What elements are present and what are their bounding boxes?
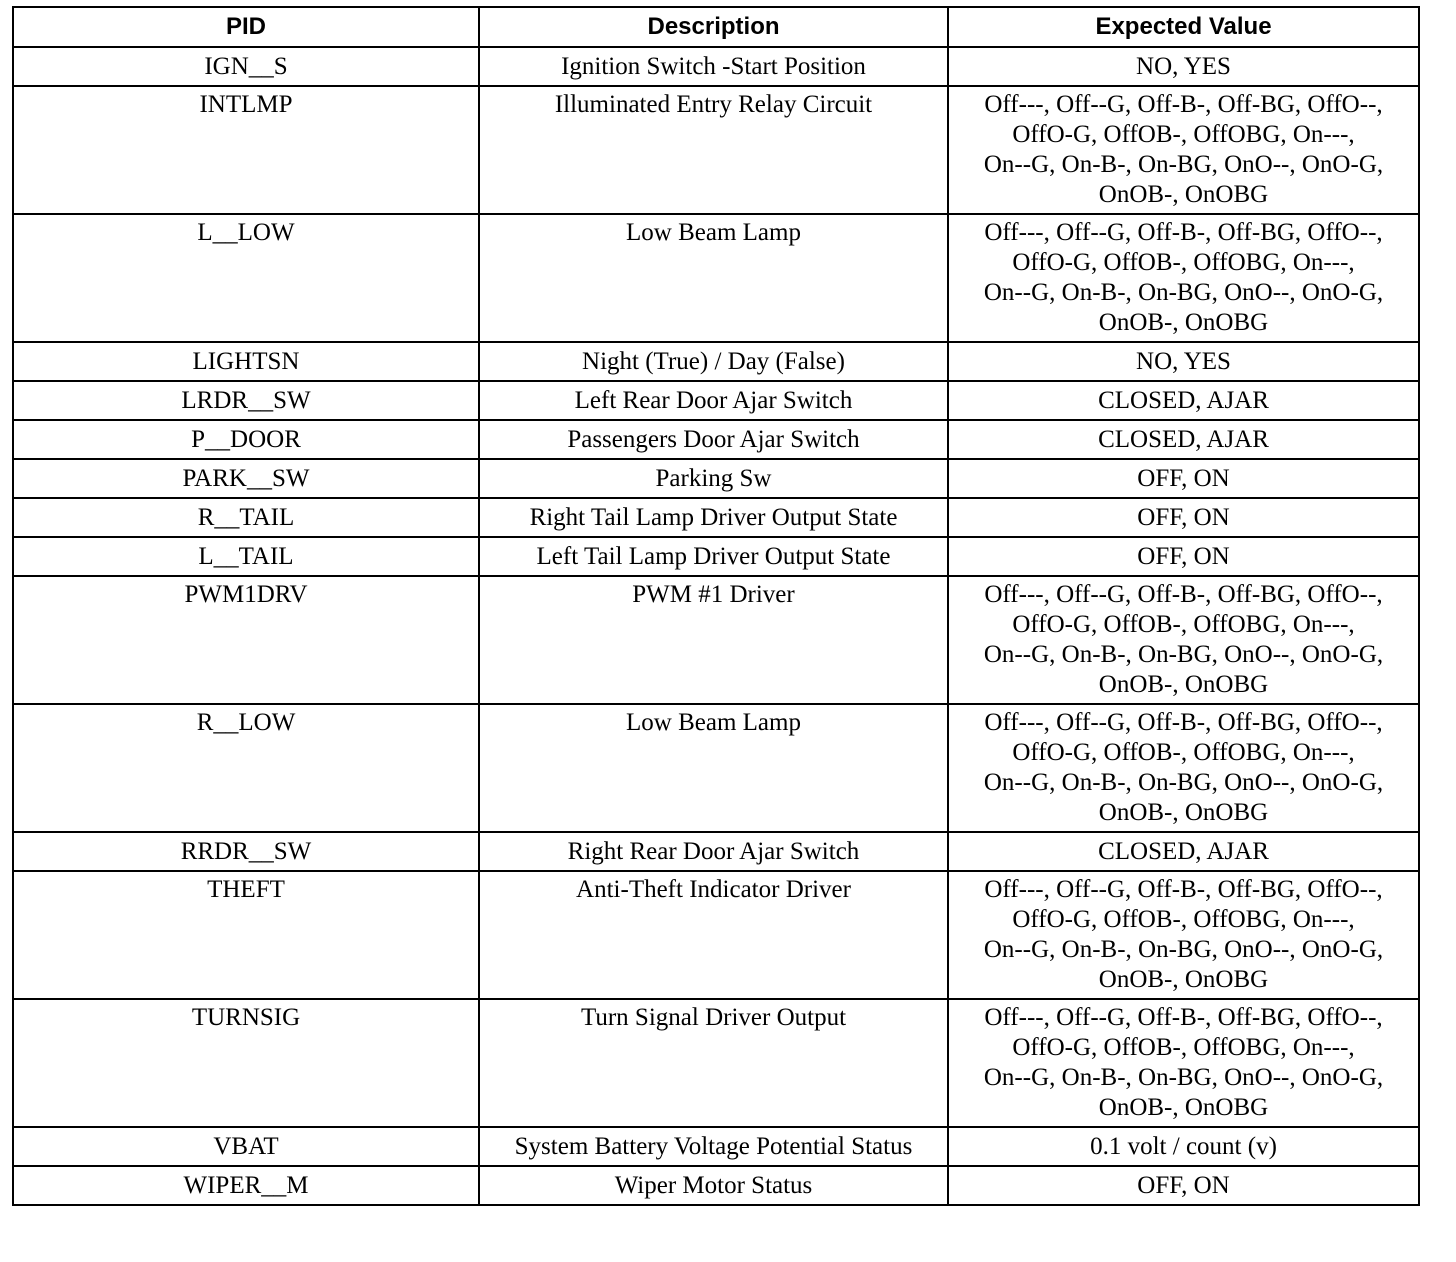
expected-value-cell — [948, 342, 1419, 381]
description-cell: Anti-Theft Indicator Driver — [479, 871, 948, 999]
expected-value-line: OnOB-, OnOBG — [1098, 799, 1269, 826]
expected-value-cell — [948, 420, 1419, 459]
expected-value-line: On--G, On-B-, On-BG, OnO--, OnO-G, — [983, 1064, 1384, 1091]
pid-cell: PWM1DRV — [13, 576, 479, 704]
expected-value-line: OnOB-, OnOBG — [1098, 1094, 1269, 1121]
description-cell: Low Beam Lamp — [479, 214, 948, 342]
expected-value-cell — [948, 576, 1419, 704]
expected-value-line: OFF, ON — [1137, 504, 1230, 531]
expected-value-line: Off---, Off--G, Off-B-, Off-BG, OffO--, — [984, 709, 1383, 736]
expected-value-cell — [948, 871, 1419, 999]
expected-value-line: OnOB-, OnOBG — [1098, 966, 1269, 993]
description-cell: Right Rear Door Ajar Switch — [479, 832, 948, 871]
expected-value-cell — [948, 537, 1419, 576]
expected-value-line: OffO-G, OffOB-, OffOBG, On---, — [1012, 906, 1355, 933]
expected-value-line: CLOSED, AJAR — [1098, 838, 1269, 865]
expected-value-line: CLOSED, AJAR — [1098, 426, 1269, 453]
expected-value-line: Off---, Off--G, Off-B-, Off-BG, OffO--, — [984, 1004, 1383, 1031]
expected-value-cell — [948, 1166, 1419, 1205]
pid-cell: RRDR__SW — [13, 832, 479, 871]
table-row — [13, 999, 1419, 1127]
expected-value-line: CLOSED, AJAR — [1098, 387, 1269, 414]
table-row — [13, 537, 1419, 576]
expected-value-line: OffO-G, OffOB-, OffOBG, On---, — [1012, 249, 1355, 276]
pid-cell: THEFT — [13, 871, 479, 999]
expected-value-line: OffO-G, OffOB-, OffOBG, On---, — [1012, 121, 1355, 148]
pid-cell: IGN__S — [13, 47, 479, 86]
expected-value-line: OnOB-, OnOBG — [1098, 671, 1269, 698]
pid-cell: L__TAIL — [13, 537, 479, 576]
table-row — [13, 47, 1419, 86]
expected-value-cell — [948, 999, 1419, 1127]
header-pid: PID — [13, 7, 479, 47]
expected-value-line: NO, YES — [1136, 348, 1231, 375]
expected-value-line: OFF, ON — [1137, 1172, 1230, 1199]
description-cell: Low Beam Lamp — [479, 704, 948, 832]
table-row — [13, 381, 1419, 420]
description-cell: PWM #1 Driver — [479, 576, 948, 704]
description-cell: Left Rear Door Ajar Switch — [479, 381, 948, 420]
pid-cell: R__TAIL — [13, 498, 479, 537]
description-cell: Turn Signal Driver Output — [479, 999, 948, 1127]
table-row — [13, 498, 1419, 537]
expected-value-cell — [948, 459, 1419, 498]
pid-cell: LRDR__SW — [13, 381, 479, 420]
table-row — [13, 1166, 1419, 1205]
pid-cell: LIGHTSN — [13, 342, 479, 381]
table-body — [13, 47, 1419, 1205]
pid-cell: VBAT — [13, 1127, 479, 1166]
pid-cell: WIPER__M — [13, 1166, 479, 1205]
pid-cell: P__DOOR — [13, 420, 479, 459]
description-cell: Right Tail Lamp Driver Output State — [479, 498, 948, 537]
expected-value-line: OffO-G, OffOB-, OffOBG, On---, — [1012, 739, 1355, 766]
pid-cell: TURNSIG — [13, 999, 479, 1127]
expected-value-line: 0.1 volt / count (v) — [1090, 1133, 1277, 1160]
expected-value-line: OFF, ON — [1137, 465, 1230, 492]
pid-cell: R__LOW — [13, 704, 479, 832]
table-row — [13, 576, 1419, 704]
pid-cell: L__LOW — [13, 214, 479, 342]
expected-value-line: OnOB-, OnOBG — [1098, 309, 1269, 336]
table-row — [13, 342, 1419, 381]
expected-value-line: Off---, Off--G, Off-B-, Off-BG, OffO--, — [984, 219, 1383, 246]
expected-value-cell — [948, 47, 1419, 86]
expected-value-cell — [948, 832, 1419, 871]
expected-value-cell — [948, 381, 1419, 420]
table-row — [13, 214, 1419, 342]
expected-value-line: On--G, On-B-, On-BG, OnO--, OnO-G, — [983, 936, 1384, 963]
description-cell: Parking Sw — [479, 459, 948, 498]
expected-value-line: OnOB-, OnOBG — [1098, 181, 1269, 208]
expected-value-line: OFF, ON — [1137, 543, 1230, 570]
expected-value-line: OffO-G, OffOB-, OffOBG, On---, — [1012, 1034, 1355, 1061]
description-cell: Wiper Motor Status — [479, 1166, 948, 1205]
expected-value-line: Off---, Off--G, Off-B-, Off-BG, OffO--, — [984, 581, 1383, 608]
expected-value-cell — [948, 498, 1419, 537]
description-cell: Ignition Switch -Start Position — [479, 47, 948, 86]
table-row — [13, 704, 1419, 832]
description-cell: System Battery Voltage Potential Status — [479, 1127, 948, 1166]
expected-value-cell — [948, 1127, 1419, 1166]
description-cell: Left Tail Lamp Driver Output State — [479, 537, 948, 576]
expected-value-cell — [948, 704, 1419, 832]
expected-value-line: Off---, Off--G, Off-B-, Off-BG, OffO--, — [984, 876, 1383, 903]
description-cell: Illuminated Entry Relay Circuit — [479, 86, 948, 214]
expected-value-line: On--G, On-B-, On-BG, OnO--, OnO-G, — [983, 769, 1384, 796]
table-row — [13, 86, 1419, 214]
expected-value-cell — [948, 214, 1419, 342]
expected-value-line: OffO-G, OffOB-, OffOBG, On---, — [1012, 611, 1355, 638]
description-cell: Passengers Door Ajar Switch — [479, 420, 948, 459]
description-cell: Night (True) / Day (False) — [479, 342, 948, 381]
expected-value-line: On--G, On-B-, On-BG, OnO--, OnO-G, — [983, 279, 1384, 306]
pid-cell: PARK__SW — [13, 459, 479, 498]
header-row — [13, 7, 1419, 47]
table-row — [13, 871, 1419, 999]
expected-value-line: On--G, On-B-, On-BG, OnO--, OnO-G, — [983, 151, 1384, 178]
expected-value-line: On--G, On-B-, On-BG, OnO--, OnO-G, — [983, 641, 1384, 668]
table-header — [13, 7, 1419, 47]
pid-table — [12, 6, 1420, 1206]
header-expected-value: Expected Value — [948, 7, 1419, 47]
table-row — [13, 832, 1419, 871]
expected-value-line: NO, YES — [1136, 53, 1231, 80]
header-description: Description — [479, 7, 948, 47]
expected-value-line: Off---, Off--G, Off-B-, Off-BG, OffO--, — [984, 91, 1383, 118]
expected-value-cell — [948, 86, 1419, 214]
table-row — [13, 459, 1419, 498]
pid-cell: INTLMP — [13, 86, 479, 214]
table-row — [13, 1127, 1419, 1166]
table-row — [13, 420, 1419, 459]
